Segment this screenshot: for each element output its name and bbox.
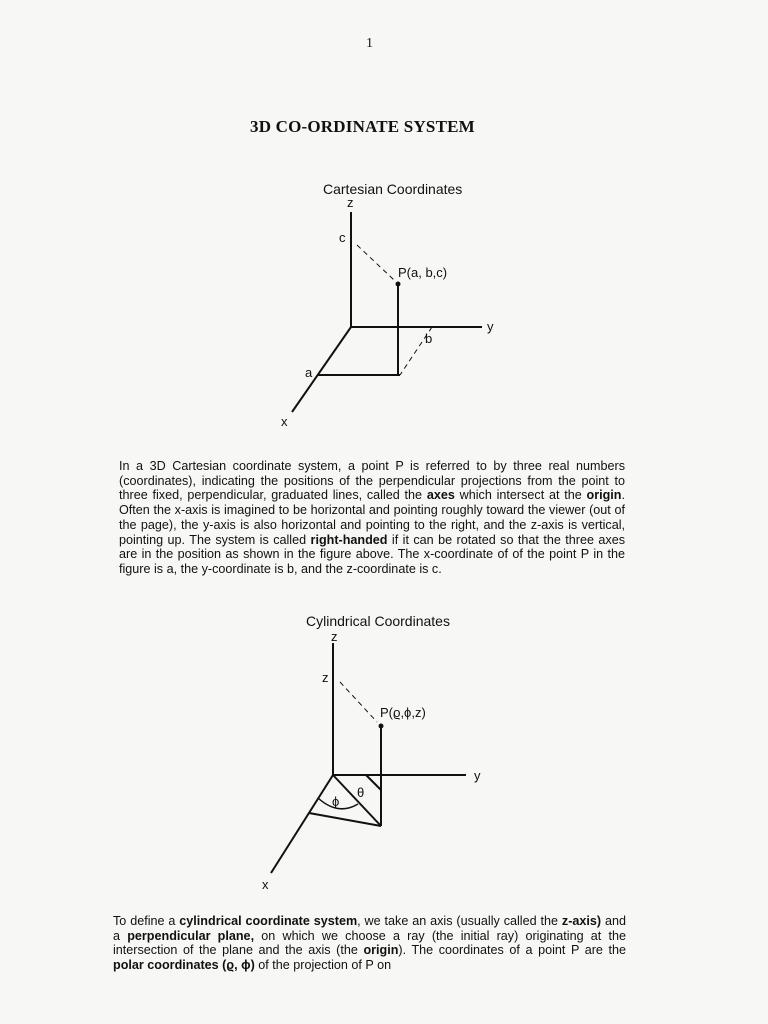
text-run: To define a	[113, 914, 180, 928]
theta-label: θ	[357, 785, 365, 800]
x-label: x	[281, 414, 288, 429]
page-title: 3D CO-ORDINATE SYSTEM	[250, 117, 475, 136]
side-edge-line	[366, 775, 381, 790]
point-p-dot	[379, 724, 384, 729]
z-length-label: z	[322, 670, 329, 685]
y-label: y	[474, 768, 481, 783]
bold-term: cylindrical coordinate system	[179, 914, 358, 928]
bold-term: (ϱ, ϕ)	[222, 958, 255, 973]
bold-term: perpendicular plane,	[127, 928, 255, 943]
text-run: In a 3D Cartesian coordinate system, a point P is referred to by three real numbers (coordinates), indicating the positions of the perpendicular projections from the point to three fixed, perpendicular, graduated lines, called the	[119, 459, 625, 503]
a-label: a	[305, 365, 313, 380]
dashed-z-to-p	[340, 682, 377, 722]
bold-term: origin	[586, 488, 622, 503]
phi-label: ϕ	[332, 794, 340, 809]
y-label: y	[487, 319, 494, 334]
text-run: and a	[113, 914, 627, 943]
cartesian-figure-title: Cartesian Coordinates	[323, 181, 463, 197]
bold-term: origin	[363, 943, 399, 958]
c-label: c	[339, 230, 346, 245]
x-label: x	[262, 877, 269, 892]
text-run: which intersect at the	[454, 488, 587, 503]
text-run: of the projection of P on	[254, 958, 392, 973]
bold-term: right-handed	[310, 532, 388, 547]
z-axis-label: z	[331, 629, 338, 644]
bold-term: z-axis)	[561, 914, 602, 928]
bold-term: axes	[426, 488, 455, 503]
text-run: , we take an axis (usually called the	[357, 914, 562, 928]
point-label: P(a, b,c)	[398, 265, 448, 280]
x-axis-line	[271, 775, 333, 873]
cylindrical-figure-title: Cylindrical Coordinates	[306, 613, 450, 629]
text-run: on which we choose a ray (the initial ray) originating at the intersection of the plane and the axis (the	[113, 928, 626, 958]
b-label: b	[425, 331, 433, 346]
text-run: if it can be rotated so that the three axes are in the position as shown in the figure above. The x-coordinate of of the point P in the figure is a, the y-coordinate is b, and the z-coordinate is c.	[119, 532, 625, 576]
point-label: P(ϱ,ϕ,z)	[380, 705, 426, 720]
text-run: . Often the x-axis is imagined to be horizontal and pointing roughly toward the viewer (out of the page), the y-axis is also horizontal and pointing to the right, and the z-axis is vertical, pointing up. The system is called	[119, 488, 625, 547]
page-number: 1	[366, 36, 373, 51]
z-label: z	[347, 195, 354, 210]
text-run: ). The coordinates of a point P are the	[398, 943, 626, 958]
bold-term: polar coordinates	[113, 958, 219, 973]
cylindrical-paragraph	[113, 914, 626, 973]
